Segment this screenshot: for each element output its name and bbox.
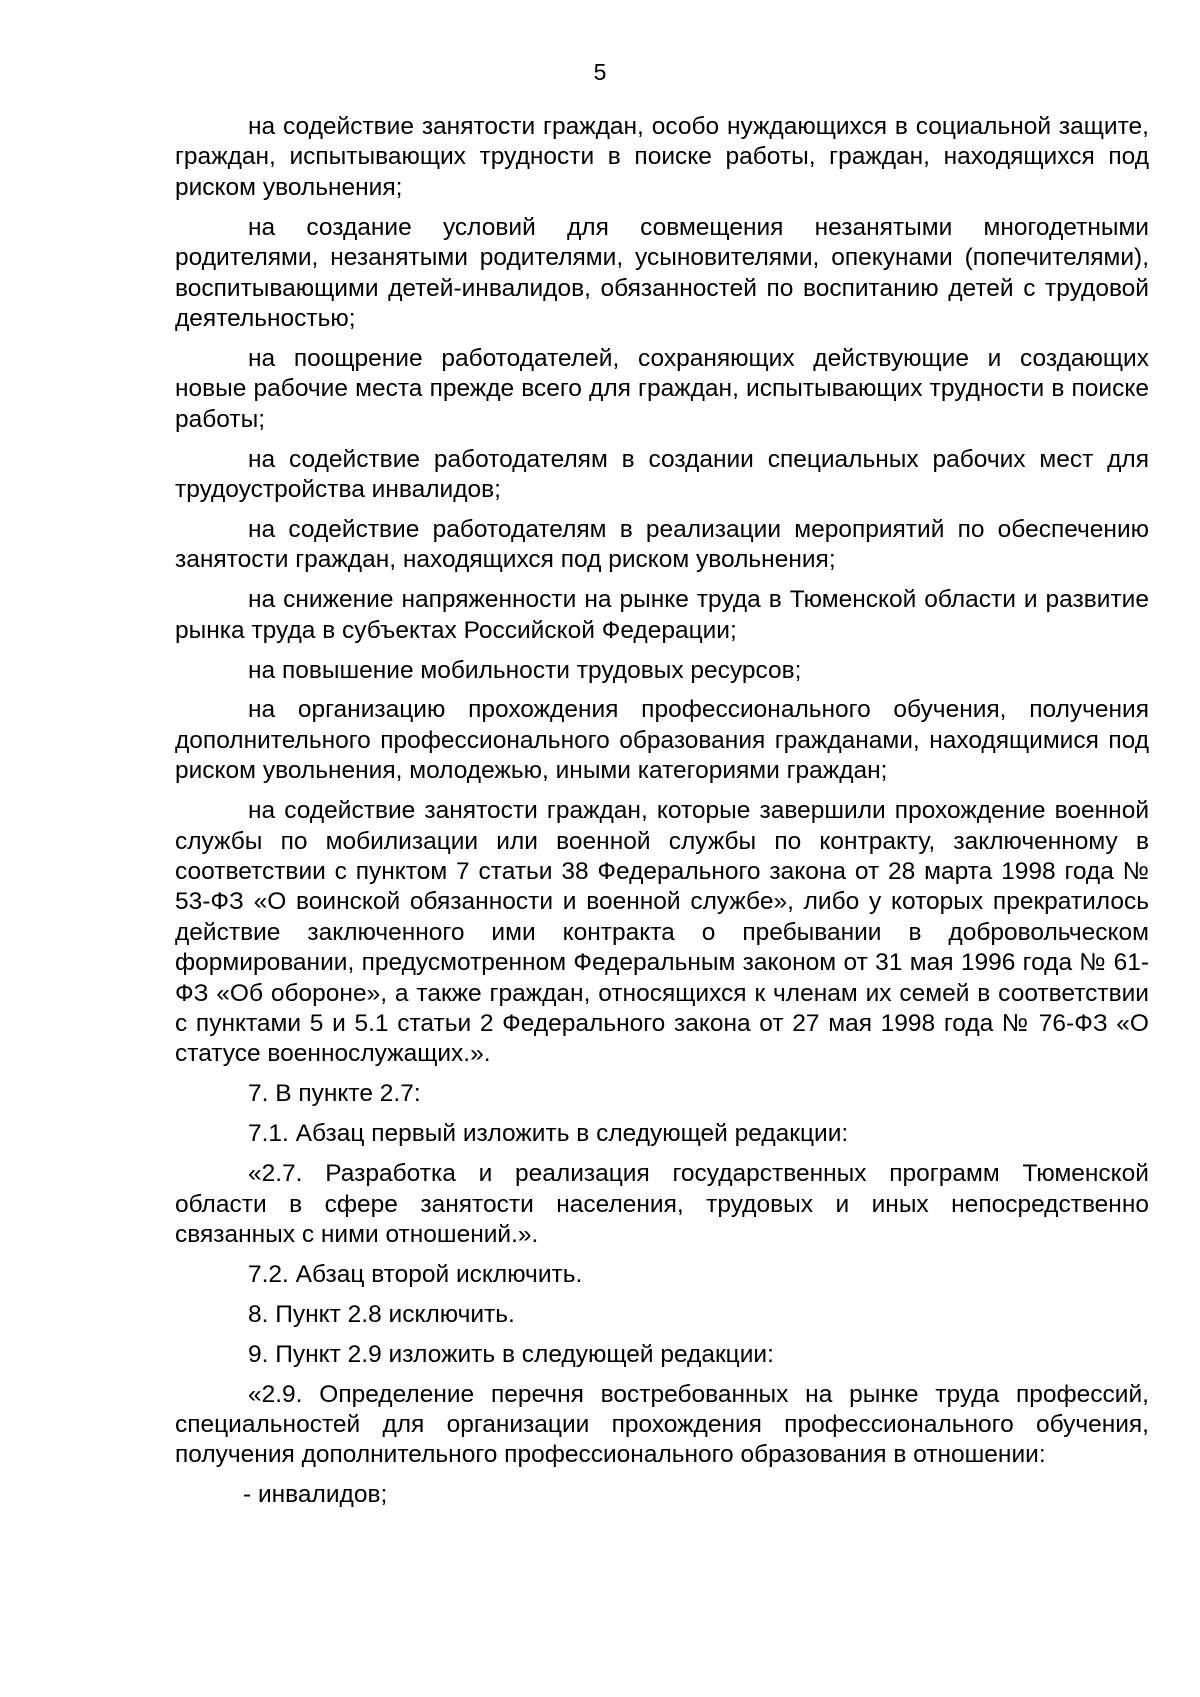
page-number: 5 xyxy=(593,59,607,85)
paragraph-employers-encouragement: на поощрение работодателей, сохраняющих действующие и создающих новые рабочие места прежде всего для граждан, испытывающих трудности в поиске работы; xyxy=(175,344,1149,433)
list-item-disabled-persons: - инвалидов; xyxy=(243,1481,388,1509)
paragraph-parents-conditions: на создание условий для совмещения незанятыми многодетными родителями, незанятыми родителями, усыновителями, опекунами (попечителями), воспитывающими детей-инвалидов, обязанностей по воспитанию детей с трудовой деятельностью; xyxy=(175,213,1149,332)
paragraph-employment-assistance: на содействие занятости граждан, особо нуждающихся в социальной защите, граждан, испытывающих трудности в поиске работы, граждан, находящихся под риском увольнения; xyxy=(175,113,1149,201)
paragraph-item-7-1: 7.1. Абзац первый изложить в следующей редакции: xyxy=(248,1120,849,1148)
paragraph-item-2-9-text: «2.9. Определение перечня востребованных на рынке труда профессий, специальностей для организации прохождения профессионального обучения, получения дополнительного профессионального образования в отношении: xyxy=(175,1380,1149,1469)
paragraph-item-9: 9. Пункт 2.9 изложить в следующей редакции: xyxy=(248,1340,774,1368)
paragraph-special-workplaces: на содействие работодателям в создании специальных рабочих мест для трудоустройства инвалидов; xyxy=(175,445,1149,503)
paragraph-professional-training: на организацию прохождения профессионального обучения, получения дополнительного профессионального образования гражданами, находящимися под риском увольнения, молодежью, иными категориями граждан; xyxy=(175,696,1149,785)
paragraph-item-2-7-text: «2.7. Разработка и реализация государственных программ Тюменской области в сфере занятости населения, трудовых и иных непосредственно связанных с ними отношений.». xyxy=(175,1160,1149,1248)
paragraph-labor-mobility: на повышение мобильности трудовых ресурсов; xyxy=(248,656,802,684)
paragraph-item-7: 7. В пункте 2.7: xyxy=(248,1080,421,1108)
paragraph-item-7-2: 7.2. Абзац второй исключить. xyxy=(248,1260,583,1288)
paragraph-military-service-employment: на содействие занятости граждан, которые завершили прохождение военной службы по мобилизации или военной службы по контракту, заключенному в соответствии с пунктом 7 статьи 38 Федерального закона от 28 марта 1998 года № 53-ФЗ «О воинской обязанности и военной службе», либо у которых прекратилось действие заключенного ими контракта о пребывании в добровольческом формировании, предусмотренном Федеральным законом от 31 мая 1996 года № 61-ФЗ «Об обороне», а также граждан, относящихся к членам их семей в соответствии с пунктами 5 и 5.1 статьи 2 Федерального закона от 27 мая 1998 года № 76-ФЗ «О статусе военнослужащих.». xyxy=(175,797,1149,1068)
paragraph-dismissal-risk-measures: на содействие работодателям в реализации мероприятий по обеспечению занятости граждан, находящихся под риском увольнения; xyxy=(175,515,1149,574)
paragraph-labor-market-tension: на снижение напряженности на рынке труда в Тюменской области и развитие рынка труда в субъектах Российской Федерации; xyxy=(175,586,1149,644)
paragraph-item-8: 8. Пункт 2.8 исключить. xyxy=(248,1300,515,1328)
document-body xyxy=(175,112,1149,1520)
